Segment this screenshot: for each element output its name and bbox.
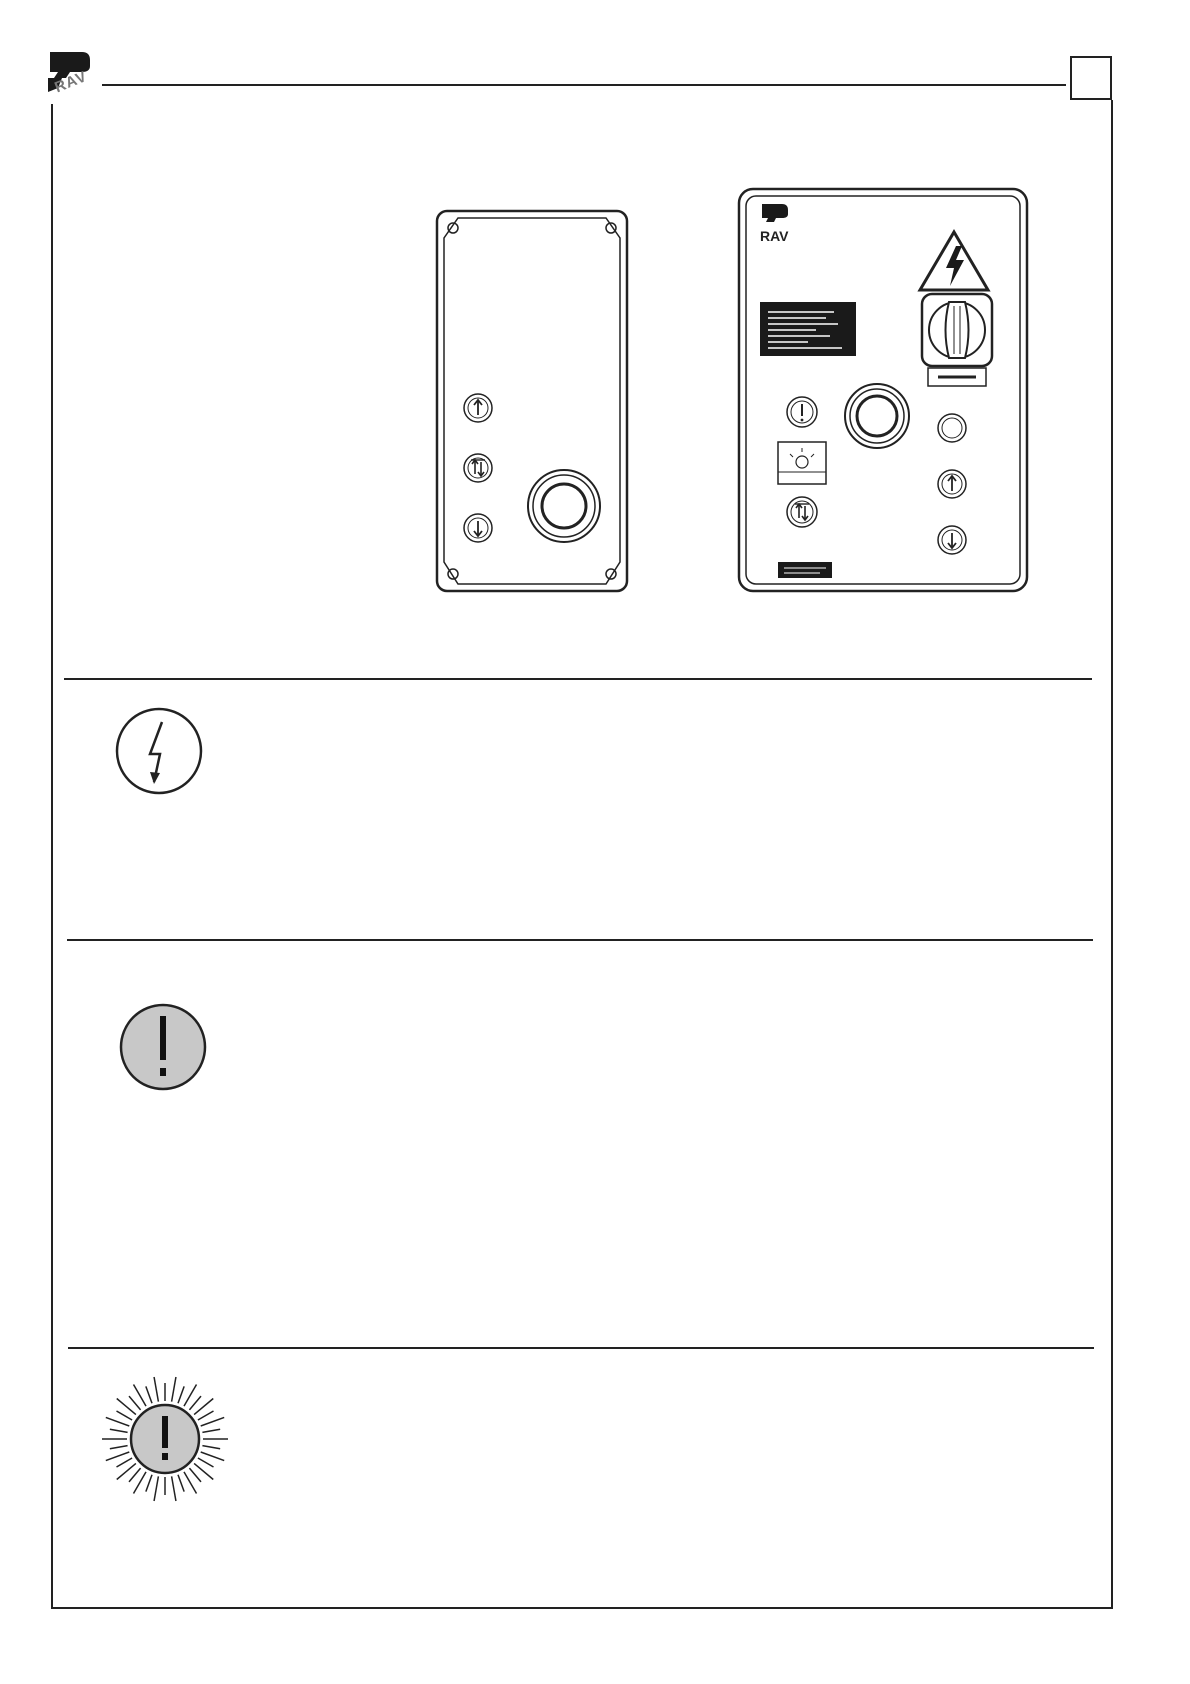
danger-ray	[146, 1475, 152, 1492]
danger-ray	[117, 1411, 133, 1420]
danger-ray	[110, 1429, 128, 1432]
danger-ray	[202, 1429, 220, 1432]
lamp-window	[778, 442, 826, 484]
danger-ray	[106, 1417, 129, 1426]
section-divider	[64, 678, 1092, 680]
down-arrow-icon	[938, 526, 966, 554]
emergency-stop-button	[845, 384, 909, 448]
control-panel-figure	[738, 188, 1030, 594]
section-divider	[67, 939, 1093, 941]
danger-ray	[189, 1396, 201, 1410]
section-divider	[68, 1347, 1094, 1349]
information-plate	[760, 302, 856, 356]
up-down-arrow-icon	[787, 497, 817, 527]
danger-ray	[201, 1417, 224, 1426]
danger-ray	[189, 1468, 201, 1482]
brand-logo-text: RAV	[52, 67, 90, 97]
danger-ray	[146, 1386, 152, 1403]
caution-icon	[118, 1002, 208, 1092]
emergency-stop-button	[528, 470, 600, 542]
danger-ray	[154, 1377, 158, 1402]
pendant-control-figure	[436, 210, 628, 592]
danger-ray	[110, 1446, 128, 1449]
danger-ray	[154, 1476, 158, 1501]
up-arrow-icon	[464, 394, 492, 422]
danger-ray	[178, 1386, 184, 1403]
danger-ray	[129, 1468, 141, 1482]
warning-indicator	[787, 397, 817, 427]
danger-icon	[100, 1374, 230, 1504]
danger-ray	[172, 1377, 176, 1402]
header-rule	[102, 84, 1066, 86]
indicator-light	[938, 414, 966, 442]
small-plate	[778, 562, 832, 578]
danger-ray	[117, 1458, 133, 1467]
danger-ray	[198, 1458, 214, 1467]
danger-ray	[178, 1475, 184, 1492]
danger-ray	[201, 1452, 224, 1461]
danger-ray	[202, 1446, 220, 1449]
danger-ray	[106, 1452, 129, 1461]
danger-ray	[172, 1476, 176, 1501]
page-number-box	[1070, 56, 1112, 100]
frame-bottom	[51, 1607, 1113, 1609]
main-switch	[922, 294, 992, 366]
control-panel-body	[738, 188, 1030, 594]
frame-right	[1111, 100, 1113, 1609]
frame-left	[51, 104, 53, 1609]
electrical-hazard-icon	[114, 706, 204, 796]
down-arrow-icon	[464, 514, 492, 542]
up-down-arrow-icon	[464, 454, 492, 482]
danger-ray	[129, 1396, 141, 1410]
panel-logo-text: RAV	[760, 228, 789, 244]
danger-ray	[198, 1411, 214, 1420]
up-arrow-icon	[938, 470, 966, 498]
